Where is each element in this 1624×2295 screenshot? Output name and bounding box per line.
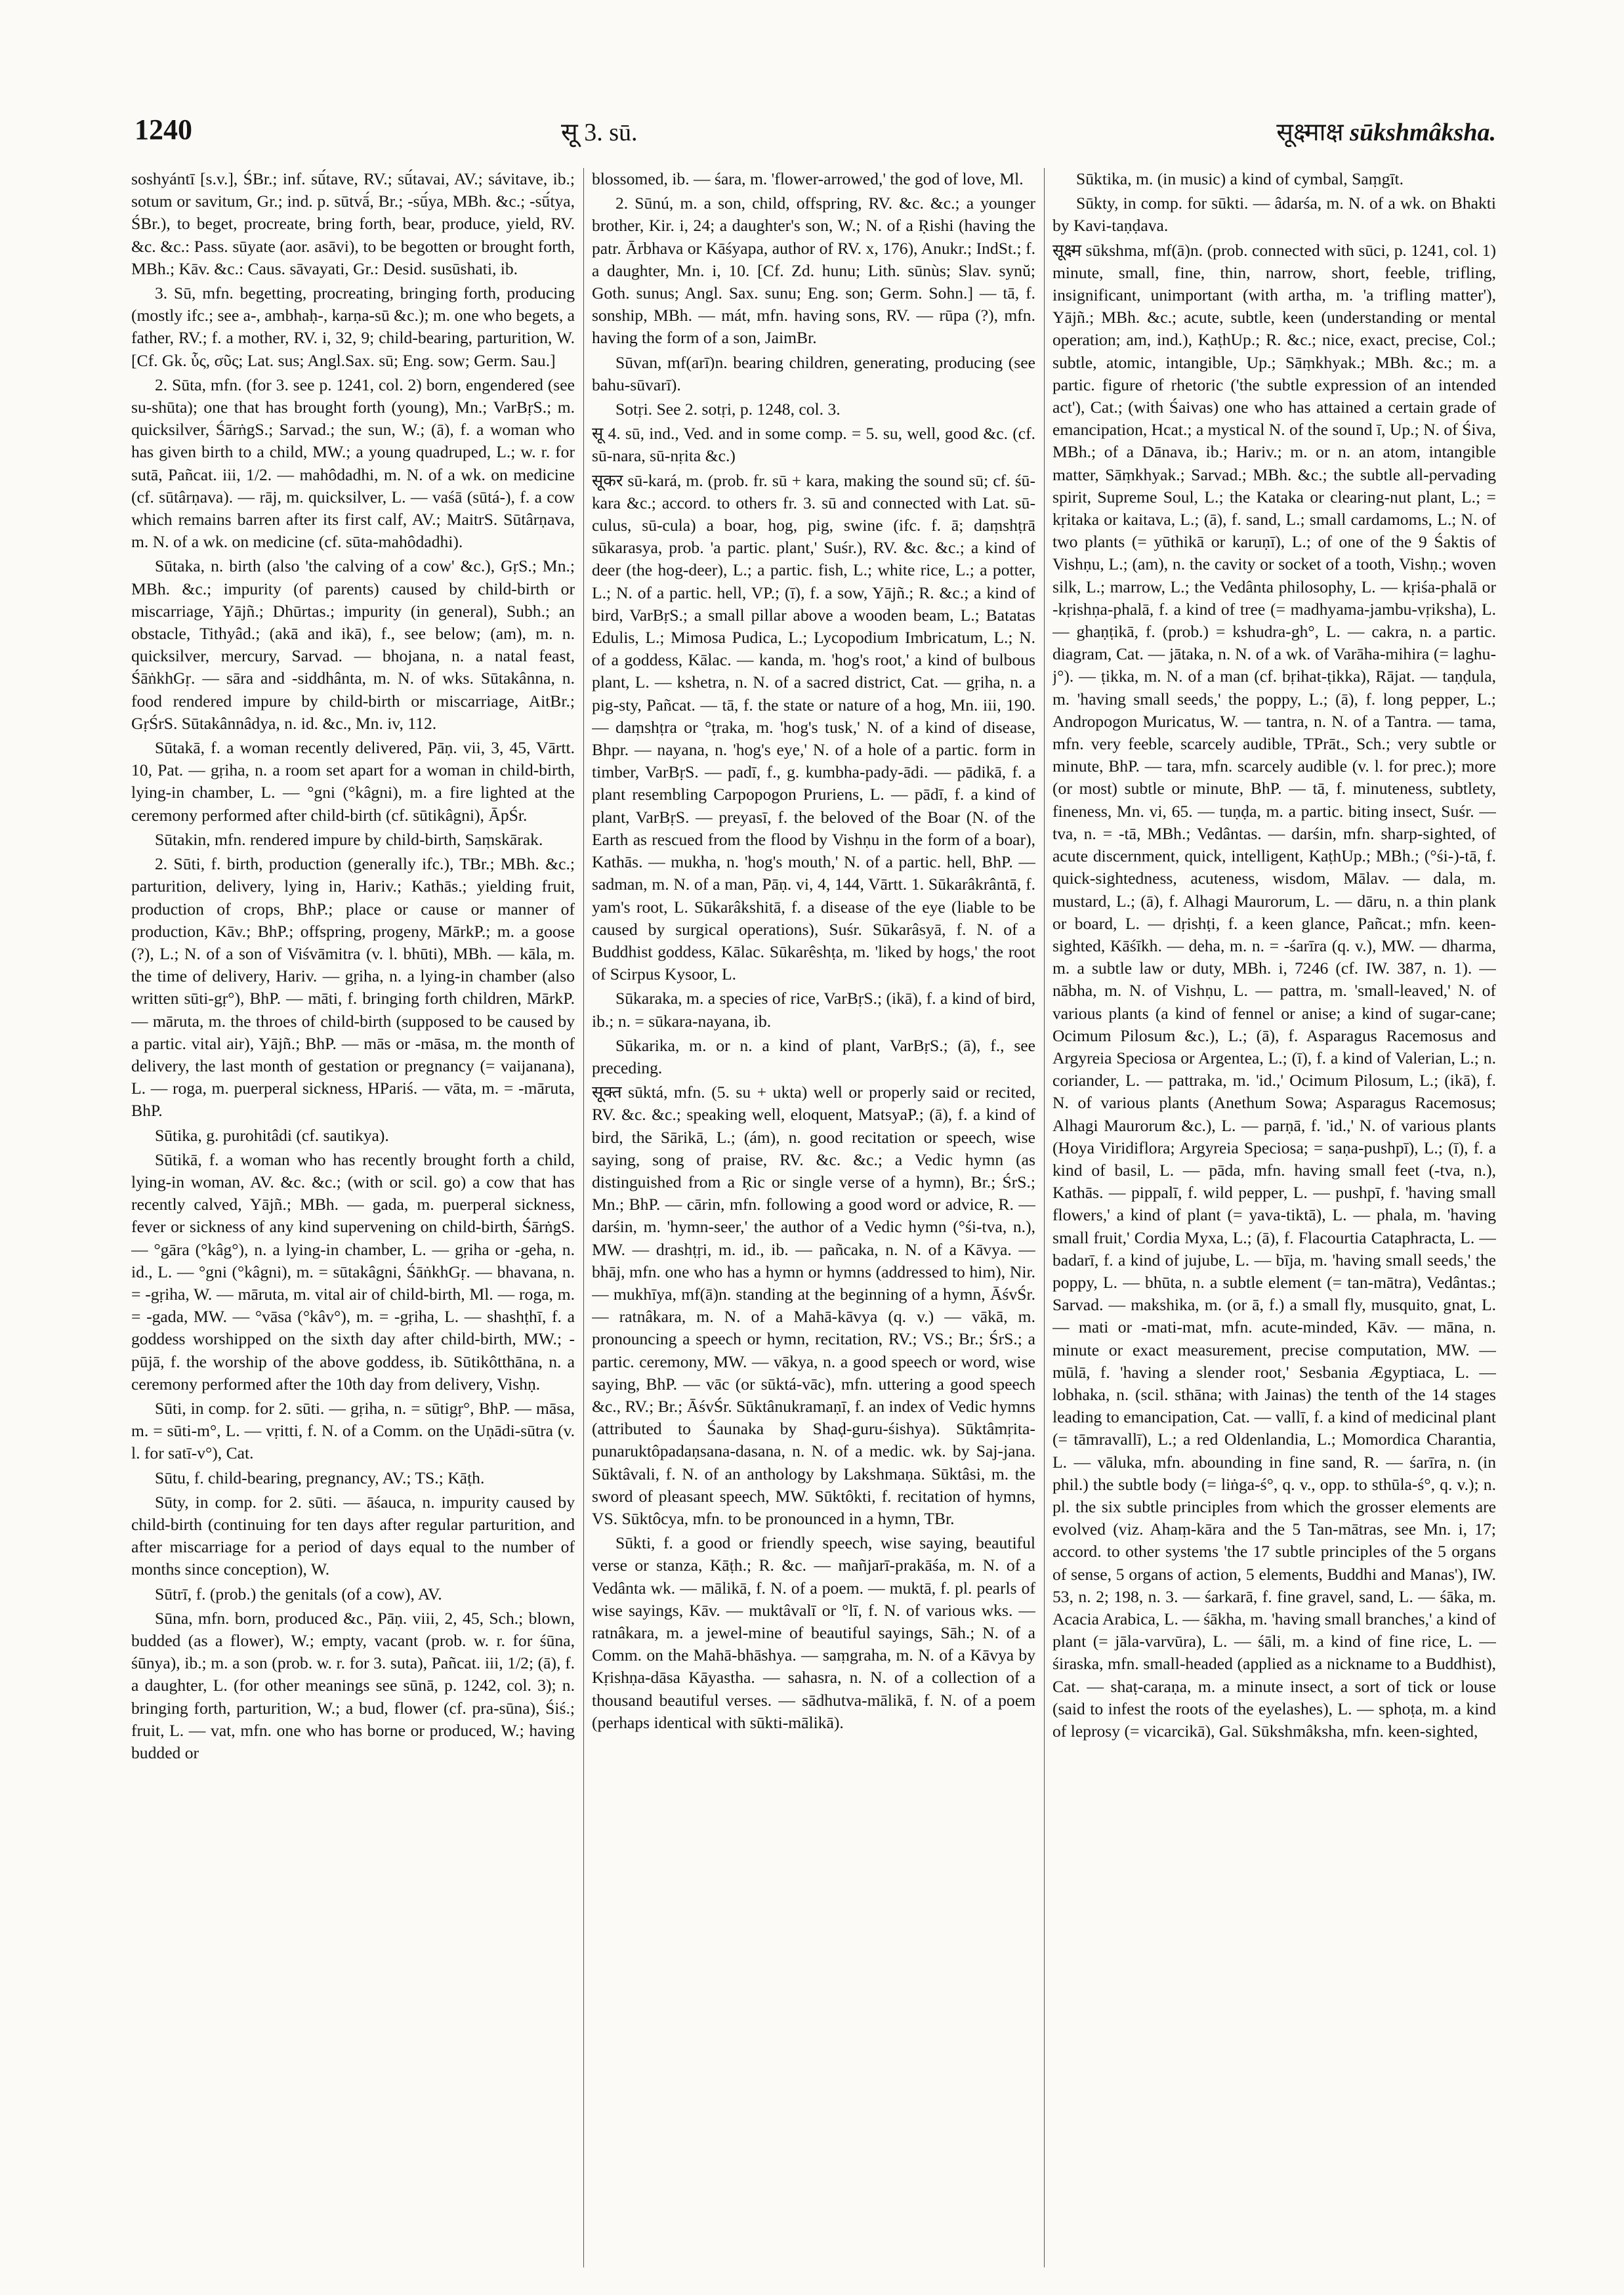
entry-paragraph: Sūkti, f. a good or friendly speech, wise saying, beautiful verse or stanza, Kāṭh.; R. &c. — mañjarī-prakāśa, m. N. of a Vedânta wk. — mālikā, f. N. of a poem. — muktā, f. pl. pearls of wise sayings, Kāv. — muktâvalī or °lī, f. N. of various wks. — ratnâkara, m. a jewel-mine of beautiful sayings, Sāh.; N. of a Comm. on the Mahā-bhāshya. — saṃgraha, m. N. of a Kāvya by Kṛishṇa-dāsa Kāyastha. — sahasra, n. N. of a collection of a thousand beautiful verses. — sādhutva-mālikā, f. N. of a poem (perhaps identical with sūkti-mālikā).	[592, 1533, 1035, 1732]
entry-paragraph: सूकर sū-kará, m. (prob. fr. sū + kara, making the sound sū; cf. śū-kara &c.; accord. to others fr. 3. sū and connected with Lat. sū-culus, sū-cula) a boar, hog, pig, swine (ifc. f. ā; daṃshṭrā sūkarasya, prob. 'a partic. plant,' Suśr.), RV. &c. &c.; a kind of deer (the hog-deer), L.; a partic. fish, L.; white rice, L.; a potter, L.; N. of a partic. hell, VP.; (ī), f. a sow, Yājñ.; R. &c.; a kind of bird, VarBṛS.; a small pillar above a wooden beam, L.; Batatas Edulis, L.; Mimosa Pudica, L.; Lycopodium Imbricatum, L.; N. of a goddess, Kālac. — kanda, m. 'hog's root,' a kind of bulbous plant, L. — kshetra, n. N. of a sacred district, Cat. — gṛiha, n. a pig-sty, Pañcat. — tā, f. the state or nature of a hog, Mn. iii, 190. — daṃshṭra or °ṭraka, m. 'hog's tusk,' N. of a kind of disease, Bhpr. — nayana, n. 'hog's eye,' N. of a hole of a partic. form in timber, VarBṛS. — padī, f., g. kumbha-pady-ādi. — pādikā, f. a plant resembling Carpopogon Pruriens, L. — pādī, f. a kind of plant, VarBṛS. — preyasī, f. the beloved of the Boar (N. of the Earth as rescued from the flood by Vishṇu in the form of a boar), Kathās. — mukha, n. 'hog's mouth,' N. of a partic. hell, BhP. — sadman, m. N. of a man, Pāṇ. vi, 4, 144, Vārtt. 1. Sūkarâkrântā, f. yam's root, L. Sūkarâkshitā, f. a disease of the eye (liable to be caused by surgical operations), Suśr. Sūkarâsyā, f. N. of a Buddhist goddess, Kālac. Sūkarêshṭa, m. 'liked by hogs,' the root of Scirpus Kysoor, L.	[592, 470, 1035, 984]
entry-paragraph: Sūtakin, mfn. rendered impure by child-birth, Saṃskārak.	[155, 829, 543, 849]
entry-paragraph: soshyántī [s.v.], ŚBr.; inf. sū́tave, RV.; sū́tavai, AV.; sávitave, ib.; sotum or savitum, Gr.; ind. p. sūtvā́, Br.; -sū́ya, MBh. &c.; -sū́tya, ŚBr.), to beget, procreate, bring forth, bear, produce, yield, RV. &c. &c.: Pass. sūyate (aor. asāvi), to be begotten or brought forth, MBh.; Kāv. &c.: Caus. sāvayati, Gr.: Desid. susūshati, ib.	[131, 169, 575, 278]
entry-paragraph: Sūvan, mf(arī)n. bearing children, generating, producing (see bahu-sūvarī).	[592, 352, 1035, 394]
entry-paragraph: 2. Sūnú, m. a son, child, offspring, RV. &c. &c.; a younger brother, Kir. i, 24; a daughter's son, W.; N. of a Ṛishi (having the patr. Ārbhava or Kāśyapa, author of RV. x, 176), Anukr.; IndSt.; f. a daughter, Mn. i, 10. [Cf. Zd. hunu; Lith. sūnùs; Slav. synŭ; Goth. sunus; Angl. Sax. sunu; Eng. son; Germ. Sohn.] — tā, f. sonship, MBh. — mát, mfn. having sons, RV. — rūpa (?), mfn. having the form of a son, JaimBr.	[592, 194, 1035, 348]
header-running-head	[1276, 114, 1496, 148]
entry-paragraph: सूक्ष्म sūkshma, mf(ā)n. (prob. connected with sūci, p. 1241, col. 1) minute, small, fine, thin, narrow, short, feeble, trifling, insignificant, unimportant (with artha, m. 'a trifling matter'), Yājñ.; MBh. &c.; acute, subtle, keen (understanding or mental operation; am, ind.), KaṭhUp.; R. &c.; nice, exact, precise, Col.; subtle, atomic, intangible, Up.; Sāṃkhyak.; MBh. &c.; m. a partic. figure of rhetoric ('the subtle expression of an intended act'), Cat.; (with Śaivas) one who has attained a certain grade of emancipation, Hcat.; a mystical N. of the sound ī, Up.; N. of Śiva, MBh.; of a Dānava, ib.; Hariv.; m. or n. an atom, intangible matter, Sāṃkhyak.; Sarvad.; MBh. &c.; the subtle all-pervading spirit, Supreme Soul, L.; the Kataka or clearing-nut plant, L.; = kṛitaka or kaitava, L.; (ā), f. sand, L.; small cardamoms, L.; N. of two plants (= yūthikā or karuṇī), L.; of one of the 9 Śaktis of Vishṇu, L.; (am), n. the cavity or socket of a tooth, Vishṇ.; woven silk, L.; marrow, L.; the Vedânta philosophy, L. — kṛiśa-phalā or -kṛishṇa-phalā, f. a kind of tree (= madhyama-jambu-vṛiksha), L. — ghaṇṭikā, f. (prob.) = kshudra-gh°, L. — cakra, n. a partic. diagram, Cat. — jātaka, n. N. of a wk. of Varāha-mihira (= laghu-j°). — ṭikka, m. N. of a man (cf. bṛihat-ṭikka), Rājat. — taṇḍula, m. 'having small seeds,' the poppy, L.; (ā), f. long pepper, L.; Andropogon Muricatus, W. — tantra, n. N. of a Tantra. — tama, mfn. very feeble, scarcely audible, TPrāt., Sch.; very subtle or minute, BhP. — tara, mfn. scarcely audible (v. l. for prec.); more (or most) subtle or minute, BhP. — tā, f. minuteness, subtlety, fineness, Mn. vi, 65. — tuṇḍa, m. a partic. biting insect, Suśr. — tva, n. = -tā, MBh.; Vedântas. — darśin, mfn. sharp-sighted, of acute discernment, quick, intelligent, KaṭhUp.; MBh.; (°śi-)-tā, f. quick-sightedness, acuteness, wisdom, Mālav. — dala, m. mustard, L.; (ā), f. Alhagi Maurorum, L. — dāru, n. a thin plank or board, L. — dṛishṭi, f. a keen glance, Pañcat.; mfn. keen-sighted, Kāśīkh. — deha, m. n. = -śarīra (q. v.), MW. — dharma, m. a subtle law or duty, MBh. i, 7246 (cf. IW. 387, n. 1). — nābha, m. N. of Vishṇu, L. — pattra, m. 'small-leaved,' N. of various plants (a kind of fennel or anise; a kind of sugar-cane; Ocimum Pilosum &c.), L.; (ā), f. Asparagus Racemosus and Argyreia Speciosa or Argentea, L.; (ī), f. a kind of Valerian, L.; n. coriander, L. — pattraka, m. 'id.,' Ocimum Pilosum, L.; (ikā), f. N. of various plants (Anethum Sowa; Asparagus Racemosus; Alhagi Maurorum &c.), L. — parṇā, f. 'id.,' N. of various plants (Hoya Viridiflora; Argyreia Speciosa; = saṇa-pushpī), L.; (ī), f. a kind of basil, L. — pāda, mfn. having small feet (-tva, n.), Kathās. — pippalī, f. wild pepper, L. — pushpī, f. 'having small flowers,' a kind of plant (= yava-tiktā), L. — phala, m. 'having small fruit,' Cordia Myxa, L.; (ā), f. Flacourtia Cataphracta, L. — badarī, f. a kind of jujube, L. — bīja, m. 'having small seeds,' the poppy, L. — bhūta, n. a subtle element (= tan-mātra), Vedântas.; Sarvad. — makshika, m. (or ā, f.) a small fly, musquito, gnat, L. — mati or -mati-mat, mfn. acute-minded, Kāv. — māna, n. minute or exact measurement, precise computation, MW. — mūlā, f. 'having a slender root,' Sesbania Ægyptiaca, L. — lobhaka, n. (scil. sthāna; with Jainas) the tenth of the 14 stages leading to emancipation, Cat. — vallī, f. a kind of medicinal plant (= tāmravallī), L.; a red Oldenlandia, L.; Momordica Charantia, L. — vāluka, mfn. abounding in fine sand, R. — śarīra, n. (in phil.) the subtle body (= liṅga-ś°, q. v., opp. to sthūla-ś°, q. v.); n. pl. the six subtle principles from which the grosser elements are evolved (viz. Ahaṃ-kāra and the 5 Tan-mātras, see Mn. i, 17; accord. to other systems 'the 17 subtle principles of the 5 organs of sense, 5 organs of action, 5 elements, Buddhi and Manas'), IW. 53, n. 2; 198, n. 3. — śarkarā, f. fine gravel, sand, L. — śāka, m. Acacia Arabica, L. — śākha, m. 'having small branches,' a kind of plant (= jāla-varvūra), L. — śāli, m. a kind of fine rice, L. — śiraska, mfn. small-headed (applied as a nickname to a Buddhist), Cat. — shaṭ-caraṇa, m. a minute insect, a sort of tick or louse (said to infest the roots of the eyelashes), L. — sphoṭa, m. a kind of leprosy (= vicarcikā), Gal. Sūkshmâksha, mfn. keen-sighted,	[1052, 240, 1496, 1741]
entry-paragraph: सूक्त sūktá, mfn. (5. su + ukta) well or properly said or recited, RV. &c. &c.; speaking well, eloquent, MatsyaP.; (ā), f. a kind of bird, the Sārikā, L.; (ám), n. good recitation or speech, wise saying, song of praise, RV. &c. &c.; a Vedic hymn (as distinguished from a Ṛic or single verse of a hymn), Br.; ŚrS.; Mn.; BhP. — cārin, mfn. following a good word or advice, R. — darśin, m. 'hymn-seer,' the author of a Vedic hymn (°śi-tva, n.), MW. — drashṭṛi, m. id., ib. — pañcaka, n. N. of a Kāvya. — bhāj, mfn. one who has a hymn or hymns (addressed to him), Nir. — mukhīya, mf(ā)n. standing at the beginning of a hymn, ĀśvŚr. — ratnâkara, m. N. of a Mahā-kāvya (q. v.) — vākā, m. pronouncing a speech or hymn, recitation, RV.; VS.; Br.; ŚrS.; a partic. ceremony, MW. — vākya, n. a good speech or word, wise saying, BhP. — vāc (or sūktá-vāc), mfn. uttering a good speech &c., RV.; Br.; ĀśvŚr. Sūktânukramaṇī, f. an index of Vedic hymns (attributed to Śaunaka by Shaḍ-guru-śishya). Sūktâmṛita-punaruktôpadaṇsana-dasana, n. N. of a medic. wk. by Saj-jana. Sūktâvali, f. N. of an anthology by Lakshmaṇa. Sūktâsi, m. the sword of pleasant speech, MW. Sūktôkti, f. recitation of hymns, VS. Sūktôcya, mfn. to be pronounced in a hymn, TBr.	[592, 1083, 1035, 1528]
column-1	[131, 168, 575, 2274]
entry-paragraph: blossomed, ib. — śara, m. 'flower-arrowed,' the god of love, Ml.	[592, 169, 1024, 188]
entry-paragraph: Sūti, in comp. for 2. sūti. — gṛiha, n. = sūtigṛ°, BhP. — māsa, m. = sūti-m°, L. — vṛitti, f. N. of a Comm. on the Uṇādi-sūtra (v. l. for satī-v°), Cat.	[131, 1398, 575, 1463]
header-roman-headword: sūkshmâksha.	[1350, 119, 1496, 146]
entry-paragraph: Sūktika, m. (in music) a kind of cymbal, Saṃgīt.	[1076, 169, 1404, 188]
page-number: 1240	[135, 114, 192, 146]
column-2	[592, 168, 1035, 2274]
text-columns	[131, 168, 1496, 2274]
entry-paragraph: Sūna, mfn. born, produced &c., Pāṇ. viii, 2, 45, Sch.; blown, budded (as a flower), W.; empty, vacant (prob. w. r. for śūna, śūnya), ib.; m. a son (prob. w. r. for 3. suta), Pañcat. iii, 1/2; (ā), f. a daughter, L. (for other meanings see sūnā, p. 1242, col. 3); n. bringing forth, parturition, W.; a bud, flower (cf. pra-sūna), Śiś.; fruit, L. — vat, mfn. one who has borne or produced, W.; having budded or	[131, 1608, 575, 1763]
column-3	[1052, 168, 1496, 2274]
entry-paragraph: Sūkty, in comp. for sūkti. — âdarśa, m. N. of a wk. on Bhakti by Kavi-taṇḍava.	[1052, 194, 1496, 236]
entry-paragraph: 2. Sūta, mfn. (for 3. see p. 1241, col. 2) born, engendered (see su-shūta); one that has brought forth (young), Mn.; VarBṛS.; m. quicksilver, ŚārṅgS.; Sarvad.; the sun, W.; (ā), f. a woman who has given birth to a child, MW.; a young quadruped, L.; w. r. for sutā, Pañcat. iii, 1/2. — mahôdadhi, m. N. of a wk. on medicine (cf. sūtârṇava). — rāj, m. quicksilver, L. — vaśā (sūtá-), f. a cow which remains barren after its first calf, AV.; MaitrS. Sūtârṇava, m. N. of a wk. on medicine (cf. sūta-mahôdadhi).	[131, 375, 575, 552]
header-center-keyword: सू 3. sū.	[561, 119, 638, 146]
entry-paragraph: Sūtakā, f. a woman recently delivered, Pāṇ. vii, 3, 45, Vārtt. 10, Pat. — gṛiha, n. a room set apart for a woman in child-birth, lying-in chamber, L. — °gni (°kâgni), m. a fire lighted at the ceremony performed after child-birth (cf. sūtikâgni), ĀpŚr.	[131, 738, 575, 825]
entry-paragraph: 2. Sūti, f. birth, production (generally ifc.), TBr.; MBh. &c.; parturition, delivery, lying in, Hariv.; Kathās.; yielding fruit, production of crops, BhP.; place or cause or manner of production, Kāv.; BhP.; offspring, progeny, MārkP.; m. a goose (?), L.; N. of a son of Viśvāmitra (v. l. bhūti), MBh. — kāla, m. the time of delivery, Hariv. — gṛiha, n. a lying-in chamber (also written sūti-gṛ°), BhP. — māti, f. bringing forth children, MārkP. — māruta, m. the throes of child-birth (supposed to be caused by a partic. vital air), Yājñ.; BhP. — mās or -māsa, m. the month of delivery, the last month of gestation or pregnancy (= vaijanana), L. — roga, m. puerperal sickness, HPariś. — vāta, m. = -māruta, BhP.	[131, 854, 575, 1121]
column-divider	[583, 168, 584, 2267]
entry-paragraph: Sūtika, g. purohitâdi (cf. sautikya).	[155, 1125, 389, 1145]
entry-paragraph: Sūkaraka, m. a species of rice, VarBṛS.; (ikā), f. a kind of bird, ib.; n. = sūkara-nayana, ib.	[592, 989, 1035, 1031]
entry-paragraph: Sūtu, f. child-bearing, pregnancy, AV.; TS.; Kāṭh.	[155, 1468, 485, 1487]
entry-paragraph: Sūtikā, f. a woman who has recently brought forth a child, lying-in woman, AV. &c. &c.; (with or scil. go) a cow that has recently calved, Yājñ.; MBh. — gada, m. puerperal sickness, fever or sickness of any kind supervening on child-birth, ŚārṅgS. — °gāra (°kâg°), n. a lying-in chamber, L. — gṛiha or -geha, n. id., L. — °gni (°kâgni), m. = sūtakâgni, ŚāṅkhGṛ. — bhavana, n. = -gṛiha, W. — māruta, m. vital air of child-birth, Ml. — roga, m. = -gada, MW. — °vāsa (°kâv°), m. = -gṛiha, L. — shashṭhī, f. a goddess worshipped on the sixth day after child-birth, MW.; -pūjā, f. the worship of the above goddess, ib. Sūtikôtthāna, n. a ceremony performed after the 10th day from delivery, Vishṇ.	[131, 1149, 575, 1394]
column-divider	[1044, 168, 1045, 2267]
entry-paragraph: Sūtrī, f. (prob.) the genitals (of a cow), AV.	[155, 1584, 442, 1603]
header-devanagari-headword: सूक्ष्माक्ष	[1276, 119, 1344, 146]
entry-paragraph: 3. Sū, mfn. begetting, procreating, bringing forth, producing (mostly ifc.; see a-, ambhaḥ-, karṇa-sū &c.); m. one who begets, a father, RV.; f. a mother, RV. i, 32, 9; child-bearing, parturition, W. [Cf. Gk. ὗς, σῦς; Lat. sus; Angl.Sax. sū; Eng. sow; Germ. Sau.]	[131, 283, 575, 370]
entry-paragraph: Sūkarika, m. or n. a kind of plant, VarBṛS.; (ā), f., see preceding.	[592, 1035, 1035, 1077]
page-header	[135, 113, 1496, 165]
entry-paragraph: Sūtaka, n. birth (also 'the calving of a cow' &c.), GṛS.; Mn.; MBh. &c.; impurity (of parents) caused by child-birth or miscarriage, Yājñ.; Dhūrtas.; impurity (in general), Subh.; an obstacle, Tithyâd.; (akā and ikā), f., see below; (am), m. n. quicksilver, mercury, Sarvad. — bhojana, n. a natal feast, ŚāṅkhGṛ. — sāra and -siddhânta, m. N. of wks. Sūtakânna, n. food rendered impure by child-birth or miscarriage, AitBr.; GṛŚrS. Sūtakânnâdya, n. id. &c., Mn. iv, 112.	[131, 556, 575, 733]
entry-paragraph: सू 4. sū, ind., Ved. and in some comp. = 5. su, well, good &c. (cf. sū-nara, sū-nṛita &c.)	[592, 424, 1035, 466]
entry-paragraph: Sotṛi. See 2. sotṛi, p. 1248, col. 3.	[615, 400, 841, 419]
entry-paragraph: Sūty, in comp. for 2. sūti. — āśauca, n. impurity caused by child-birth (continuing for ten days after regular parturition, and after miscarriage for a period of days equal to the number of months since conception), W.	[131, 1492, 575, 1579]
